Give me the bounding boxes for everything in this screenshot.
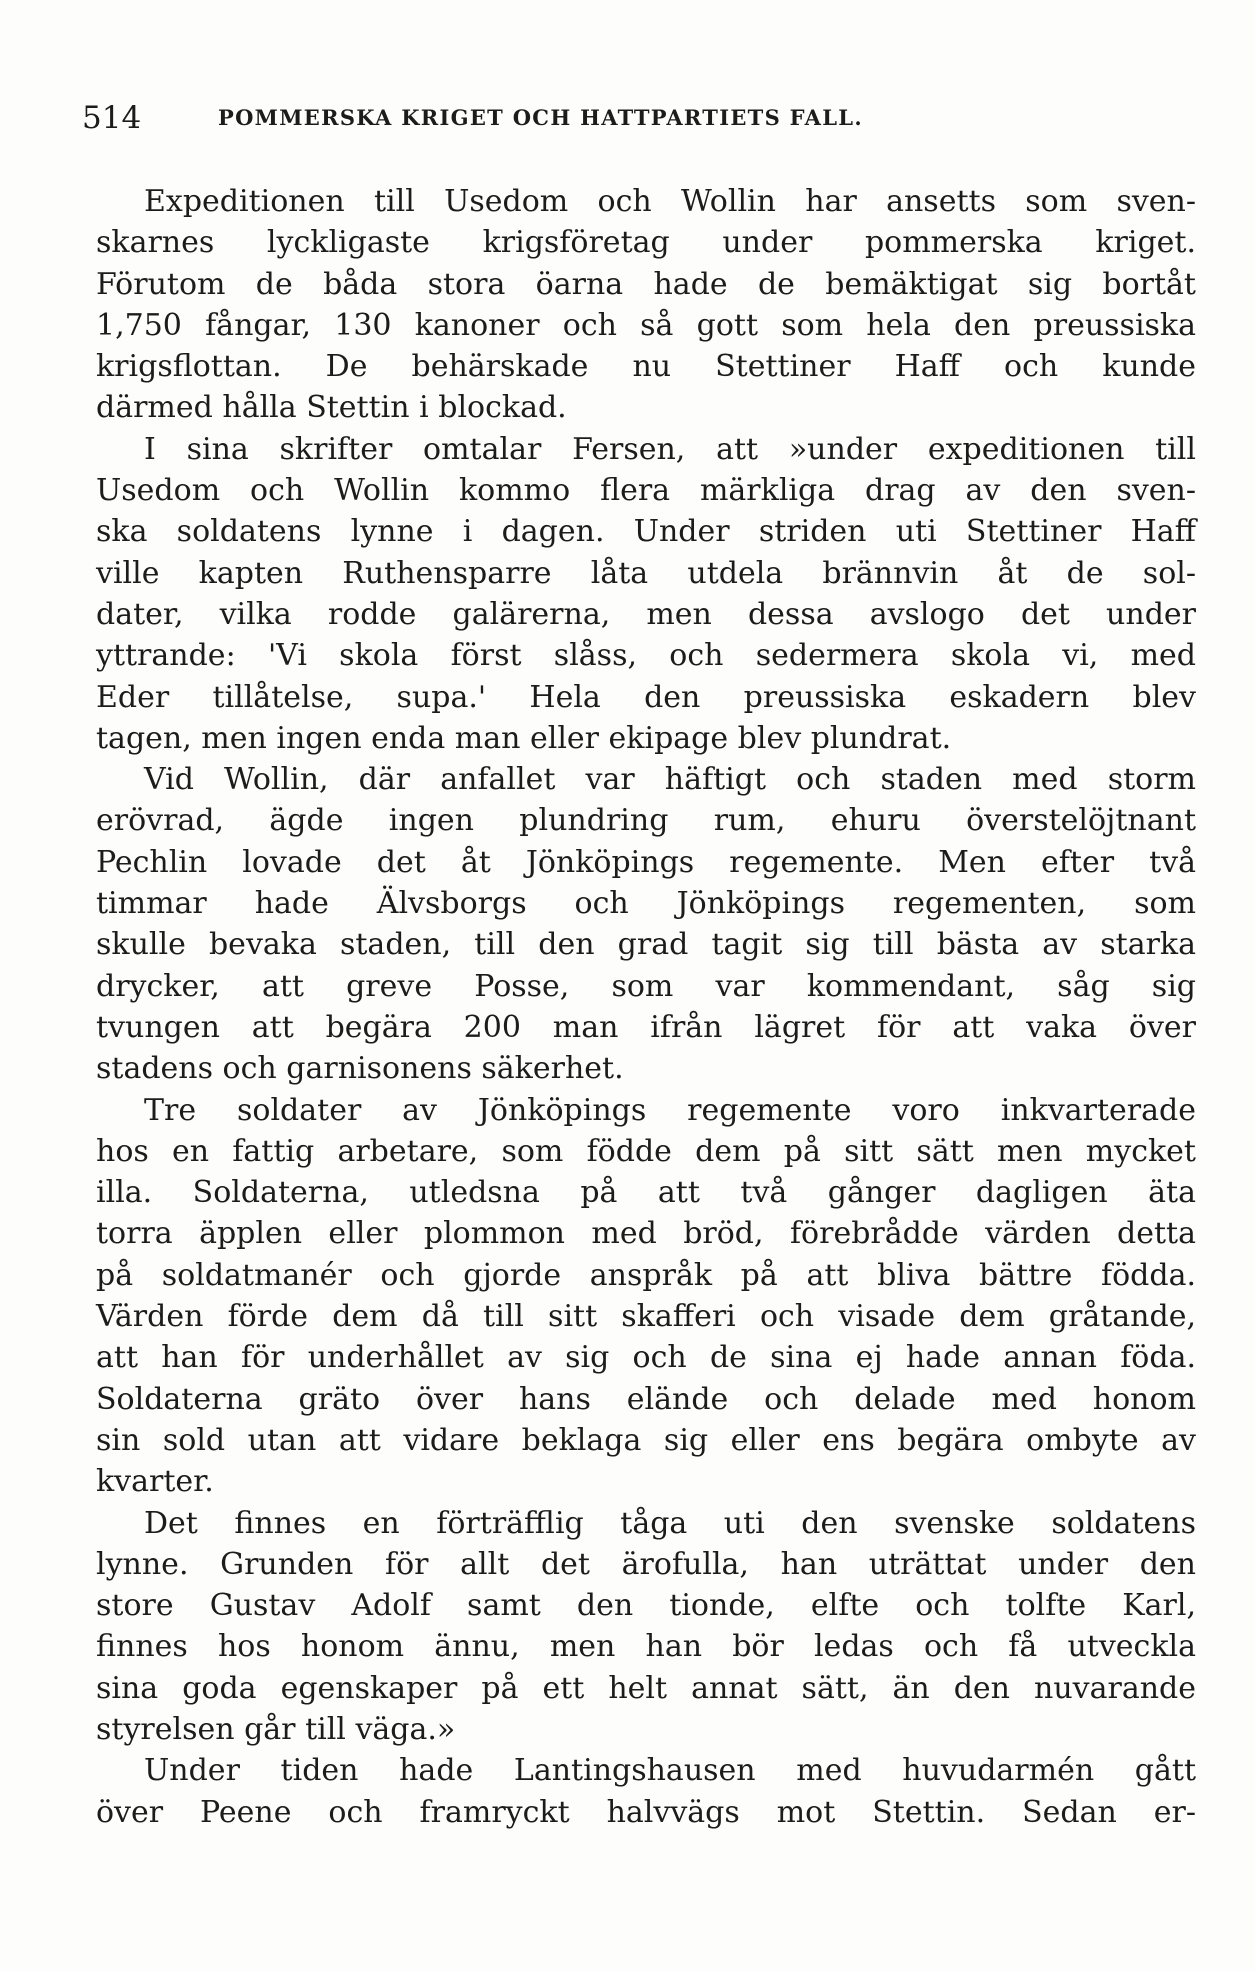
- text-line: stadens och garnisonens säkerhet.: [96, 1051, 624, 1087]
- text-line: på soldatmanér och gjorde anspråk på att bliva bättre födda.: [96, 1257, 1196, 1293]
- text-line: hos en fattig arbetare, som födde dem på sitt sätt men mycket: [96, 1133, 1196, 1169]
- text-line: finnes hos honom ännu, men han bör ledas och få utveckla: [96, 1629, 1196, 1665]
- text-line: ska soldatens lynne i dagen. Under striden uti Stettiner Haff: [96, 514, 1196, 550]
- text-line: Vid Wollin, där anfallet var häftigt och staden med storm: [144, 762, 1196, 798]
- text-line: därmed hålla Stettin i blockad.: [96, 390, 567, 426]
- text-line: illa. Soldaterna, utledsna på att två gånger dagligen äta: [96, 1175, 1196, 1211]
- text-line: 1,750 fångar, 130 kanoner och så gott som hela den preussiska: [96, 307, 1196, 343]
- text-line: erövrad, ägde ingen plundring rum, ehuru överstelöjtnant: [96, 803, 1196, 839]
- text-line: sin sold utan att vidare beklaga sig eller ens begära ombyte av: [96, 1422, 1196, 1458]
- text-line: tvungen att begära 200 man ifrån lägret för att vaka över: [96, 1009, 1196, 1045]
- text-line: ville kapten Ruthensparre låta utdela brännvin åt de sol-: [96, 555, 1196, 591]
- text-line: sina goda egenskaper på ett helt annat sätt, än den nuvarande: [96, 1670, 1196, 1706]
- text-line: Värden förde dem då till sitt skafferi och visade dem gråtande,: [96, 1299, 1196, 1335]
- text-line: kvarter.: [96, 1464, 214, 1500]
- text-line: skarnes lyckligaste krigsföretag under pommerska kriget.: [96, 225, 1196, 261]
- text-line: Det finnes en förträfflig tåga uti den svenske soldatens: [144, 1505, 1196, 1541]
- text-line: Eder tillåtelse, supa.' Hela den preussiska eskadern blev: [96, 679, 1196, 715]
- text-line: styrelsen går till väga.»: [96, 1711, 456, 1747]
- text-line: store Gustav Adolf samt den tionde, elfte och tolfte Karl,: [96, 1588, 1196, 1624]
- text-line: torra äpplen eller plommon med bröd, förebrådde värden detta: [96, 1216, 1196, 1252]
- text-line: krigsflottan. De behärskade nu Stettiner Haff och kunde: [96, 349, 1196, 385]
- text-line: Usedom och Wollin kommo flera märkliga drag av den sven-: [96, 473, 1196, 509]
- body-text: [96, 181, 1196, 1833]
- text-line: drycker, att greve Posse, som var kommendant, såg sig: [96, 968, 1196, 1004]
- text-line: Tre soldater av Jönköpings regemente voro inkvarterade: [144, 1092, 1196, 1128]
- text-line: I sina skrifter omtalar Fersen, att »under expeditionen till: [144, 431, 1196, 467]
- page-number: 514: [82, 100, 142, 136]
- text-line: yttrande: 'Vi skola först slåss, och sedermera skola vi, med: [96, 638, 1196, 674]
- text-line: timmar hade Älvsborgs och Jönköpings regementen, som: [96, 886, 1196, 922]
- text-line: Förutom de båda stora öarna hade de bemäktigat sig bortåt: [96, 266, 1196, 302]
- text-line: lynne. Grunden för allt det ärofulla, han uträttat under den: [96, 1546, 1196, 1582]
- text-line: dater, vilka rodde galärerna, men dessa avslogo det under: [96, 596, 1196, 632]
- text-line: Pechlin lovade det åt Jönköpings regemente. Men efter två: [96, 844, 1196, 880]
- text-line: skulle bevaka staden, till den grad tagit sig till bästa av starka: [96, 927, 1196, 963]
- text-line: att han för underhållet av sig och de sina ej hade annan föda.: [96, 1340, 1196, 1376]
- text-line: Under tiden hade Lantingshausen med huvudarmén gått: [144, 1753, 1196, 1789]
- running-head: POMMERSKA KRIGET OCH HATTPARTIETS FALL.: [218, 105, 863, 130]
- page-header: [82, 98, 1202, 138]
- text-line: tagen, men ingen enda man eller ekipage blev plundrat.: [96, 720, 952, 756]
- text-line: Expeditionen till Usedom och Wollin har ansetts som sven-: [144, 184, 1196, 219]
- text-line: Soldaterna gräto över hans elände och delade med honom: [96, 1381, 1196, 1417]
- text-line: över Peene och framryckt halvvägs mot Stettin. Sedan er-: [96, 1794, 1196, 1830]
